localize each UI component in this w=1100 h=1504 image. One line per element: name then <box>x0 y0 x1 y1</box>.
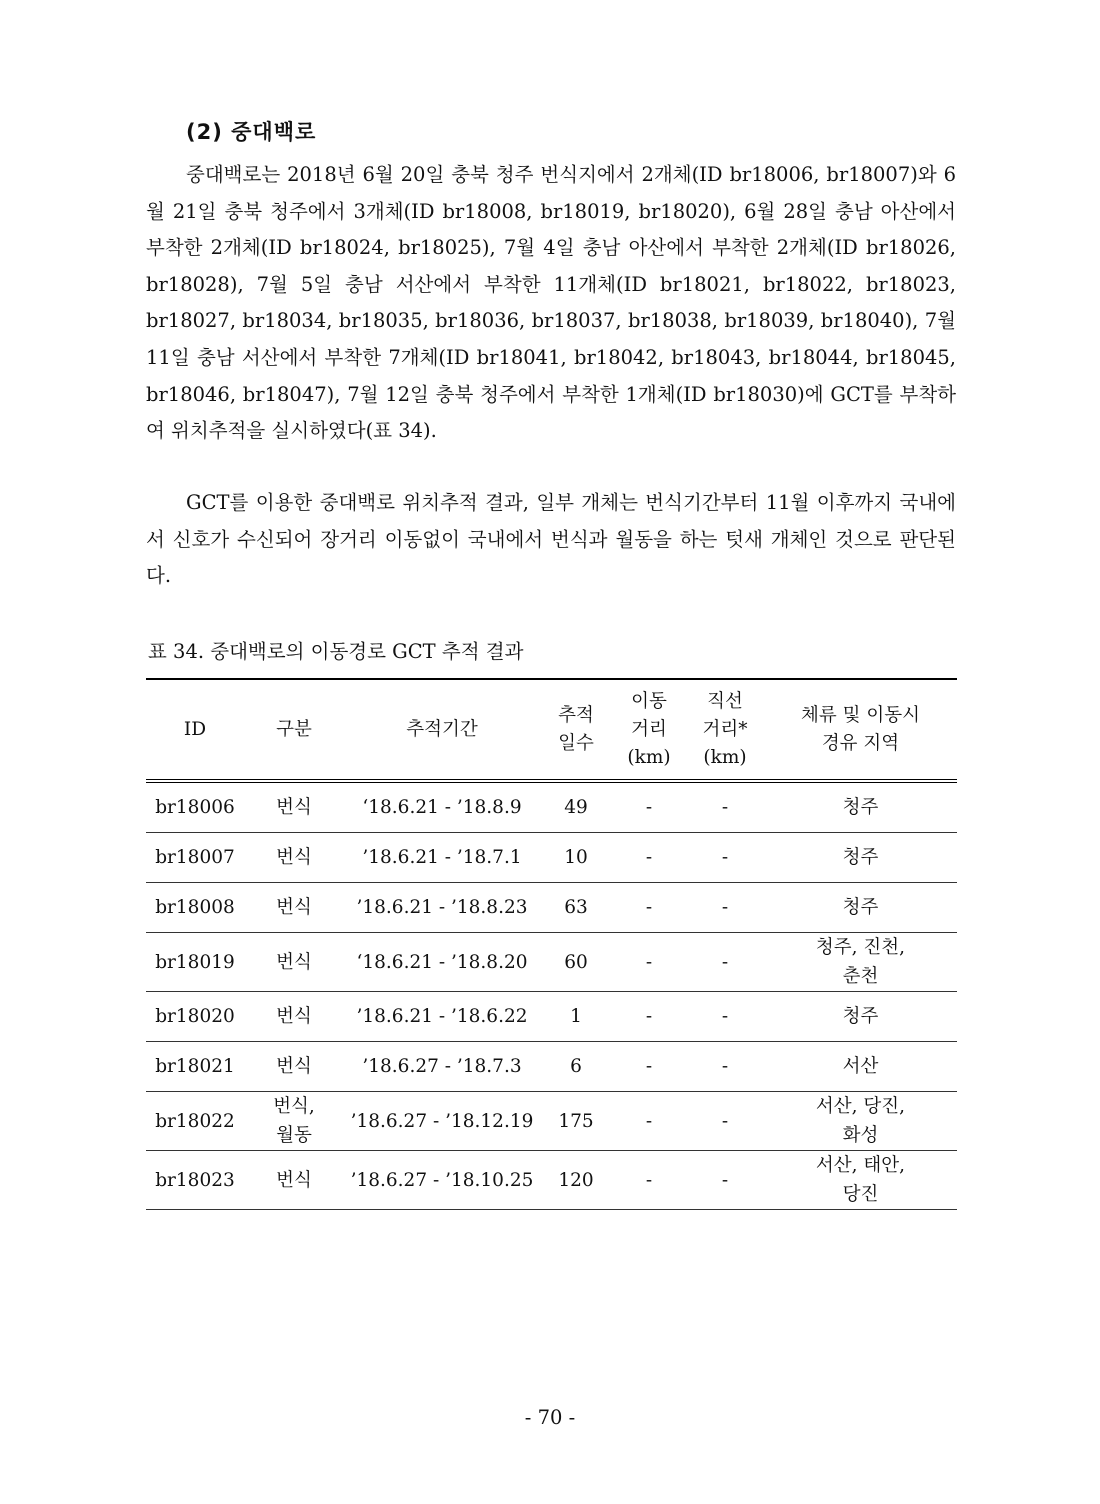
cell-type: 번식 <box>244 781 344 833</box>
cell-period: ’18.6.21 - ’18.8.23 <box>344 883 540 933</box>
cell-straight-distance: - <box>686 1092 764 1151</box>
cell-straight-distance: - <box>686 781 764 833</box>
cell-id: br18021 <box>146 1042 244 1092</box>
cell-period: ‘18.6.21 - ’18.8.9 <box>344 781 540 833</box>
tracking-results-table <box>146 678 957 1210</box>
table-row <box>146 933 957 992</box>
cell-type: 번식 <box>244 992 344 1042</box>
cell-area: 서산, 당진, 화성 <box>764 1092 957 1151</box>
cell-period: ’18.6.27 - ’18.10.25 <box>344 1151 540 1210</box>
table-row <box>146 1151 957 1210</box>
cell-id: br18006 <box>146 781 244 833</box>
cell-move-distance: - <box>612 833 686 883</box>
table-row <box>146 992 957 1042</box>
cell-days: 6 <box>540 1042 612 1092</box>
cell-id: br18023 <box>146 1151 244 1210</box>
table-row <box>146 833 957 883</box>
table-row <box>146 883 957 933</box>
cell-period: ‘18.6.21 - ’18.8.20 <box>344 933 540 992</box>
header-area: 체류 및 이동시 경유 지역 <box>764 679 957 781</box>
cell-id: br18020 <box>146 992 244 1042</box>
cell-days: 120 <box>540 1151 612 1210</box>
cell-id: br18022 <box>146 1092 244 1151</box>
table-row <box>146 1042 957 1092</box>
cell-area: 청주 <box>764 833 957 883</box>
cell-days: 60 <box>540 933 612 992</box>
cell-id: br18019 <box>146 933 244 992</box>
cell-move-distance: - <box>612 883 686 933</box>
cell-days: 63 <box>540 883 612 933</box>
cell-move-distance: - <box>612 1151 686 1210</box>
header-id: ID <box>146 679 244 781</box>
cell-straight-distance: - <box>686 933 764 992</box>
cell-type: 번식 <box>244 1151 344 1210</box>
header-days: 추적 일수 <box>540 679 612 781</box>
header-period: 추적기간 <box>344 679 540 781</box>
cell-type: 번식 <box>244 833 344 883</box>
cell-move-distance: - <box>612 781 686 833</box>
cell-type: 번식, 월동 <box>244 1092 344 1151</box>
header-move-distance: 이동 거리 (km) <box>612 679 686 781</box>
table-row <box>146 1092 957 1151</box>
cell-move-distance: - <box>612 992 686 1042</box>
cell-straight-distance: - <box>686 883 764 933</box>
cell-move-distance: - <box>612 1092 686 1151</box>
cell-days: 175 <box>540 1092 612 1151</box>
cell-area: 청주, 진천, 춘천 <box>764 933 957 992</box>
cell-id: br18007 <box>146 833 244 883</box>
table-row <box>146 781 957 833</box>
header-type: 구분 <box>244 679 344 781</box>
cell-area: 서산, 태안, 당진 <box>764 1151 957 1210</box>
cell-type: 번식 <box>244 883 344 933</box>
cell-area: 청주 <box>764 781 957 833</box>
cell-id: br18008 <box>146 883 244 933</box>
cell-straight-distance: - <box>686 1151 764 1210</box>
body-paragraph: GCT를 이용한 중대백로 위치추적 결과, 일부 개체는 번식기간부터 11월 이후까지 국내에서 신호가 수신되어 장거리 이동없이 국내에서 번식과 월동을 하는 텃새 개체인 것으로 판단된다. <box>146 491 956 588</box>
cell-straight-distance: - <box>686 1042 764 1092</box>
section-heading: (2) 중대백로 <box>186 120 317 144</box>
cell-move-distance: - <box>612 1042 686 1092</box>
cell-period: ’18.6.21 - ’18.6.22 <box>344 992 540 1042</box>
page-number: - 70 - <box>524 1406 576 1429</box>
cell-days: 1 <box>540 992 612 1042</box>
cell-days: 10 <box>540 833 612 883</box>
cell-area: 청주 <box>764 992 957 1042</box>
cell-type: 번식 <box>244 933 344 992</box>
cell-area: 서산 <box>764 1042 957 1092</box>
cell-move-distance: - <box>612 933 686 992</box>
header-straight-distance: 직선 거리* (km) <box>686 679 764 781</box>
cell-period: ’18.6.21 - ’18.7.1 <box>344 833 540 883</box>
cell-days: 49 <box>540 781 612 833</box>
cell-type: 번식 <box>244 1042 344 1092</box>
body-paragraph: 중대백로는 2018년 6월 20일 충북 청주 번식지에서 2개체(ID br18006, br18007)와 6월 21일 충북 청주에서 3개체(ID br18008, br18019, br18020), 6월 28일 충남 아산에서 부착한 2개체(ID br18024, br18025), 7월 4일 충남 아산에서 부착한 2개체(ID br18026, br18028), 7월 5일 충남 서산에서 부착한 11개체(ID br18021, br18022, br18023, br18027, br18034, br18035, br18036, br18037, br18038, br18039, br18040), 7월 11일 충남 서산에서 부착한 7개체(ID br18041, br18042, br18043, br18044, br18045, br18046, br18047), 7월 12일 충북 청주에서 부착한 1개체(ID br18030)에 GCT를 부착하여 위치추적을 실시하였다(표 34). <box>146 163 956 443</box>
table-header-row <box>146 679 957 781</box>
cell-area: 청주 <box>764 883 957 933</box>
cell-straight-distance: - <box>686 833 764 883</box>
cell-period: ’18.6.27 - ’18.12.19 <box>344 1092 540 1151</box>
cell-period: ’18.6.27 - ’18.7.3 <box>344 1042 540 1092</box>
cell-straight-distance: - <box>686 992 764 1042</box>
table-caption: 표 34. 중대백로의 이동경로 GCT 추적 결과 <box>148 640 524 663</box>
